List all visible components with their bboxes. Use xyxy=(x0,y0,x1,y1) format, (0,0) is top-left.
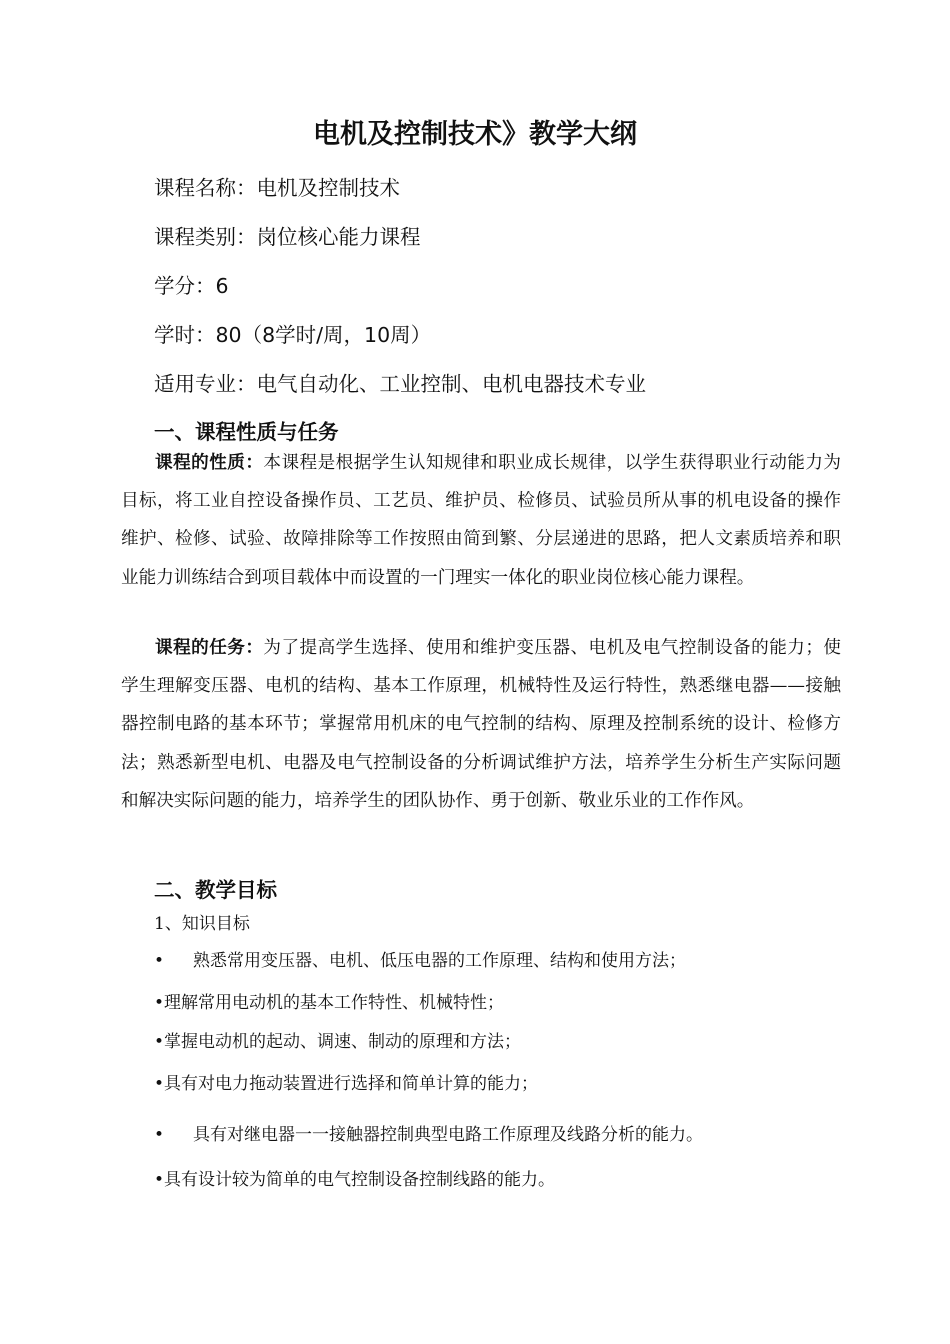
paragraph-body-task: 为了提高学生选择、使用和维护变压器、电机及电气控制设备的能力；使学生理解变压器、电机的结构、基本工作原理，机械特性及运行特性，熟悉继电器——接触器控制电路的基本环节；掌握常用机床的电气控制的结构、原理及控制系统的设计、检修方法；熟悉新型电机、电器及电气控制设备的分析调试维护方法，培养学生分析生产实际问题和解决实际问题的能力，培养学生的团队协作、勇于创新、敬业乐业的工作作风。 xyxy=(121,638,841,811)
list-item-text: 熟悉常用变压器、电机、低压电器的工作原理、结构和使用方法； xyxy=(193,951,687,971)
bullet-mark: • xyxy=(154,951,165,971)
section-heading-nature-task: 一、课程性质与任务 xyxy=(154,420,339,444)
bullet-mark: • xyxy=(154,1170,165,1190)
paragraph-lead-nature: 课程的性质： xyxy=(155,453,264,473)
list-item xyxy=(154,988,504,1013)
subheading-knowledge-goals: 1、知识目标 xyxy=(154,914,250,934)
bullet-mark: • xyxy=(154,1074,165,1094)
bullet-mark: • xyxy=(154,1032,165,1052)
list-item-text: 掌握电动机的起动、调速、制动的原理和方法； xyxy=(164,1032,522,1052)
applicable-majors: 适用专业：电气自动化、工业控制、电机电器技术专业 xyxy=(154,372,646,396)
list-item xyxy=(154,1069,538,1094)
paragraph-body-nature: 本课程是根据学生认知规律和职业成长规律，以学生获得职业行动能力为目标，将工业自控设备操作员、工艺员、维护员、检修员、试验员所从事的机电设备的操作维护、检修、试验、故障排除等工作按照由简到繁、分层递进的思路，把人文素质培养和职业能力训练结合到项目载体中而设置的一门理实一体化的职业岗位核心能力课程。 xyxy=(121,453,841,588)
paragraph-course-nature xyxy=(121,444,841,597)
course-credits: 学分：6 xyxy=(154,274,229,298)
list-item xyxy=(154,1027,521,1052)
list-item-text: 具有设计较为简单的电气控制设备控制线路的能力。 xyxy=(164,1170,556,1190)
list-item-text: 具有对继电器一一接触器控制典型电路工作原理及线路分析的能力。 xyxy=(193,1125,704,1145)
list-item-text: 具有对电力拖动装置进行选择和简单计算的能力； xyxy=(164,1074,539,1094)
paragraph-course-task xyxy=(121,629,841,820)
bullet-mark: • xyxy=(154,993,165,1013)
bullet-mark: • xyxy=(154,1125,165,1145)
paragraph-lead-task: 课程的任务： xyxy=(155,638,264,658)
list-item xyxy=(154,946,686,971)
document-title: 电机及控制技术》教学大纲 xyxy=(313,119,637,150)
list-item xyxy=(154,1165,555,1190)
section-heading-teaching-goals: 二、教学目标 xyxy=(154,878,277,902)
course-category: 课程类别：岗位核心能力课程 xyxy=(154,225,421,249)
course-hours: 学时：80（8学时/周，10周） xyxy=(154,323,432,347)
course-name: 课程名称：电机及控制技术 xyxy=(154,176,400,200)
list-item-text: 理解常用电动机的基本工作特性、机械特性； xyxy=(164,993,505,1013)
list-item xyxy=(154,1120,703,1145)
